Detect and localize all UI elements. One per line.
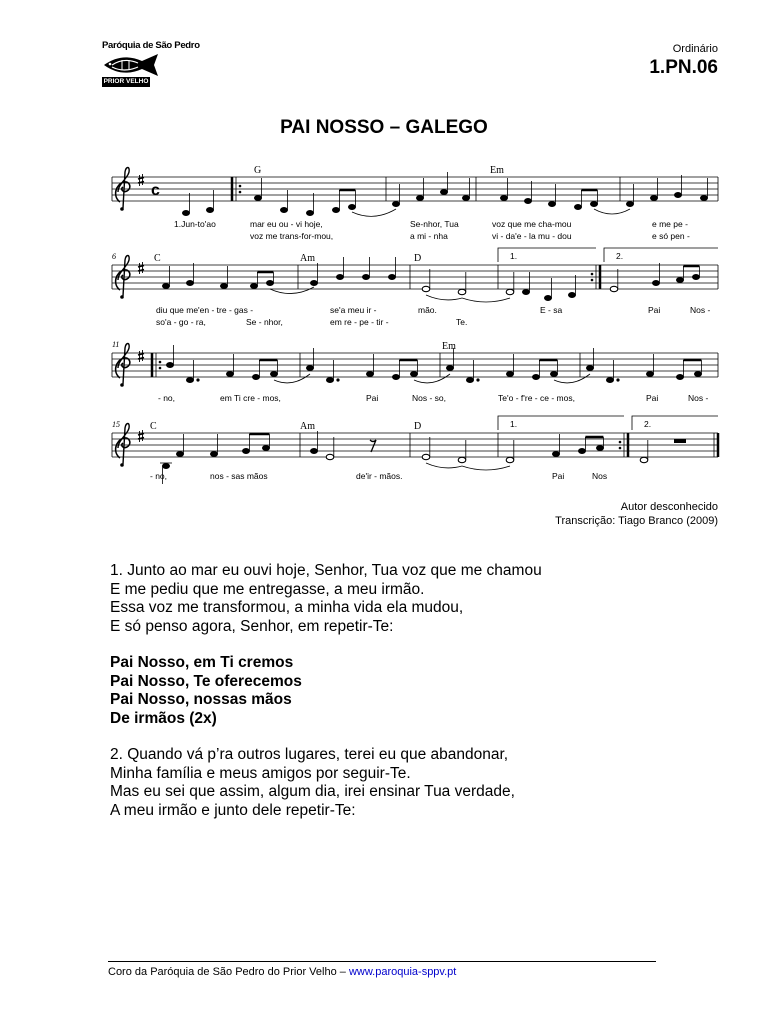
score-lyric: Te. xyxy=(456,317,468,327)
website-link[interactable]: www.paroquia-sppv.pt xyxy=(348,966,457,978)
ending-label: 2. xyxy=(644,419,652,429)
score-lyric: E - sa xyxy=(540,305,563,315)
lyric-line: Essa voz me transformou, a minha vida ela mudou, xyxy=(110,599,464,616)
score-lyric: Nos - xyxy=(690,305,711,315)
score-lyric: Pai xyxy=(552,471,565,481)
category-label: Ordinário xyxy=(672,43,718,55)
score-lyric: voz me trans-for-mou, xyxy=(250,231,334,241)
chord-label: Em xyxy=(490,165,504,176)
lyric-line: E me pediu que me entregasse, a meu irmão. xyxy=(110,580,425,598)
score-lyric: diu que me'en - tre - gas - xyxy=(156,305,254,315)
chord-label: D xyxy=(414,253,422,264)
lyric-line: A meu irmão e junto dele repetir-Te: xyxy=(110,801,356,819)
measure-number: 15 xyxy=(112,420,120,429)
chorus xyxy=(110,654,542,728)
verse-1 xyxy=(110,562,542,636)
staff-system-3 xyxy=(112,340,718,403)
score-lyric: Nos - so, xyxy=(412,393,447,403)
author-credit: Autor desconhecido xyxy=(620,501,718,513)
score-lyric: e me pe - xyxy=(652,219,688,229)
score-lyric: se'a meu ir - xyxy=(330,305,377,315)
footer-divider xyxy=(108,961,656,962)
lyric-line: Mas eu sei que assim, algum dia, irei ensinar Tua verdade, xyxy=(110,783,515,800)
chord-label: G xyxy=(254,165,262,176)
ending-label: 1. xyxy=(510,419,518,429)
score-lyric: Se-nhor, Tua xyxy=(410,219,459,229)
score-lyric: Nos - xyxy=(688,393,709,403)
score-lyric: a mi - nha xyxy=(410,231,448,241)
footer xyxy=(108,966,456,978)
song-code: 1.PN.06 xyxy=(649,57,718,78)
lyric-line: Pai Nosso, nossas mãos xyxy=(110,691,292,708)
ending-label: 2. xyxy=(616,251,624,261)
score-lyric: Se - nhor, xyxy=(246,317,283,327)
score-lyric: nos - sas mãos xyxy=(210,471,268,481)
score-lyric: voz que me cha-mou xyxy=(492,219,572,229)
score-lyric: de'ir - mãos. xyxy=(356,471,403,481)
credits xyxy=(555,500,718,528)
logo-title: Paróquia de São Pedro xyxy=(102,40,200,51)
sheet-music-score xyxy=(0,0,768,500)
score-lyric: Te'o - f're - ce - mos, xyxy=(498,393,575,403)
song-title: PAI NOSSO – GALEGO xyxy=(280,117,488,138)
transcription-credit: Transcrição: Tiago Branco (2009) xyxy=(555,515,718,527)
score-lyric: Nos xyxy=(592,471,608,481)
score-lyric: so'a - go - ra, xyxy=(156,317,206,327)
chord-label: Am xyxy=(300,253,315,264)
lyrics-text xyxy=(110,562,542,838)
lyric-line: Pai Nosso, em Ti cremos xyxy=(110,654,294,671)
score-lyric: vi - da'e - la mu - dou xyxy=(492,231,572,241)
chord-label: Am xyxy=(300,421,315,432)
lyric-line: Pai Nosso, Te oferecemos xyxy=(110,672,302,690)
score-lyric: em re - pe - tir - xyxy=(330,317,389,327)
lyric-line: E só penso agora, Senhor, em repetir-Te: xyxy=(110,617,394,635)
score-lyric: - no, xyxy=(158,393,176,403)
score-lyric: 1.Jun-to'ao xyxy=(174,219,216,229)
measure-number: 6 xyxy=(112,252,116,261)
lyric-line: 1. Junto ao mar eu ouvi hoje, Senhor, Tua voz que me chamou xyxy=(110,562,542,579)
chord-label: C xyxy=(150,421,157,432)
staff-system-4 xyxy=(112,416,718,484)
score-lyric: Pai xyxy=(646,393,659,403)
logo-subtitle: PRIOR VELHO xyxy=(103,78,149,85)
score-lyric: em Ti cre - mos, xyxy=(220,393,281,403)
svg-text:c: c xyxy=(151,182,160,199)
ending-label: 1. xyxy=(510,251,518,261)
lyric-line: 2. Quando vá p’ra outros lugares, terei eu que abandonar, xyxy=(110,746,509,763)
score-lyric: Pai xyxy=(366,393,379,403)
footer-text: Coro da Paróquia de São Pedro do Prior Velho – xyxy=(108,966,349,978)
lyric-line: De irmãos (2x) xyxy=(110,709,217,727)
staff-system-2 xyxy=(112,248,718,327)
score-lyric: mão. xyxy=(418,305,437,315)
score-lyric: - no, xyxy=(150,471,168,481)
chord-label: Em xyxy=(442,341,456,352)
staff-system-1 xyxy=(112,165,718,241)
score-lyric: mar eu ou - vi hoje, xyxy=(250,219,323,229)
measure-number: 11 xyxy=(112,340,120,349)
chord-label: D xyxy=(414,421,422,432)
score-lyric: e só pen - xyxy=(652,231,690,241)
lyric-line: Minha família e meus amigos por seguir-Te. xyxy=(110,764,411,782)
score-lyric: Pai xyxy=(648,305,661,315)
chord-label: C xyxy=(154,253,161,264)
verse-2 xyxy=(110,746,542,820)
